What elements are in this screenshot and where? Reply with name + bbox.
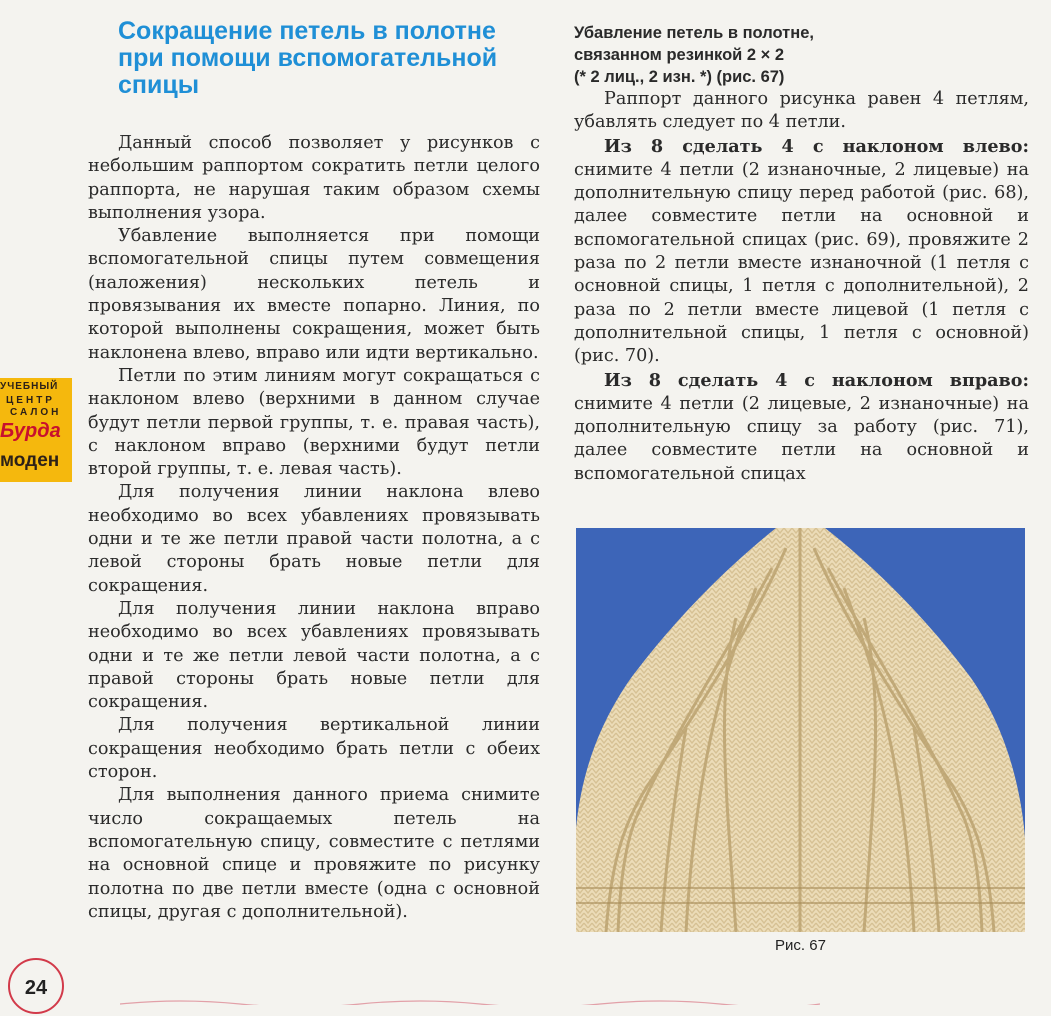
subsection-title-line: (* 2 лиц., 2 изн. *) (рис. 67) — [574, 68, 785, 86]
page-number: 24 — [8, 958, 64, 1014]
left-slant-paragraph — [574, 135, 1029, 369]
logo-line: ЦЕНТР — [6, 395, 55, 406]
logo-line: моден — [0, 450, 60, 471]
section-title: Сокращение петель в полотне при помощи вспомогательной спицы — [118, 17, 498, 99]
right-slant-text: снимите 4 петли (2 лицевые, 2 изнаночные) на дополнительную спицу за работу (рис. 71), далее совместите петли на основной и вспомогательной спицах — [574, 393, 1029, 484]
logo-line: Бурда — [0, 420, 61, 442]
left-slant-text: снимите 4 петли (2 изнаночные, 2 лицевые) на дополнительную спицу перед работой (рис. 68), далее совместите петли на основной и вспомогательной спицах (рис. 69), провяжите 2 раза по 2 петли вместе изнаночной (1 петля с основной спицы, 1 петля с дополнительной), 2 раза по 2 петли вместе лицевой (1 петля с дополнительной спицы, 1 петля с основной) (рис. 70). — [574, 159, 1029, 367]
decorative-border — [120, 998, 820, 1005]
subsection-title-line: связанном резинкой 2 × 2 — [574, 46, 785, 64]
paragraph: Убавление выполняется при помощи вспомогательной спицы путем совмещения (наложения) нескольких петель и провязывания их вместе попарно. Линия, по которой выполнены сокращения, может быть наклонена влево, вправо или идти вертикально. — [88, 226, 540, 363]
right-slant-paragraph — [574, 369, 1029, 486]
right-slant-lead: Из 8 сделать 4 с наклоном вправо: — [604, 369, 1029, 391]
paragraph: Для получения линии наклона вправо необходимо во всех убавлениях провязывать одни и те же петли левой части полотна, а с правой стороны брать новые петли для сокращения. — [88, 598, 540, 713]
subsection-title-line: Убавление петель в полотне, — [574, 24, 814, 42]
left-column — [88, 132, 540, 924]
figure-caption: Рис. 67 — [775, 937, 826, 954]
subsection-title — [574, 22, 1029, 88]
knitted-fabric-illustration — [576, 528, 1025, 932]
intro-paragraph: Раппорт данного рисунка равен 4 петлям, убавлять следует по 4 петли. — [574, 89, 1029, 133]
logo-line: УЧЕБНЫЙ — [0, 381, 59, 392]
paragraph: Для получения линии наклона влево необходимо во всех убавлениях провязывать одни и те же петли правой части полотна, а с левой стороны брать новые петли для сокращения. — [88, 482, 540, 596]
knitting-photo — [576, 528, 1025, 932]
paragraph: Данный способ позволяет у рисунков с небольшим раппортом сократить петли целого раппорта, не нарушая таким образом схемы выполнения узора. — [88, 133, 540, 223]
right-column — [574, 22, 1029, 486]
paragraph: Для выполнения данного приема снимите число сокращаемых петель на вспомогательную спицу, совместите с петлями на основной спице и провяжите по рисунку полотна по две петли вместе (одна с основной спицы, другая с дополнительной). — [88, 785, 540, 922]
paragraph: Петли по этим линиям могут сокращаться с наклоном влево (верхними в данном случае будут петли первой группы, т. е. правая часть), с наклоном вправо (верхними будут петли второй группы, т. е. левая часть). — [88, 365, 540, 480]
left-slant-lead: Из 8 сделать 4 с наклоном влево: — [604, 135, 1029, 157]
logo-line: САЛОН — [10, 407, 62, 418]
burda-school-logo — [0, 378, 72, 482]
paragraph: Для получения вертикальной линии сокращения необходимо брать петли с обеих сторон. — [88, 715, 540, 783]
